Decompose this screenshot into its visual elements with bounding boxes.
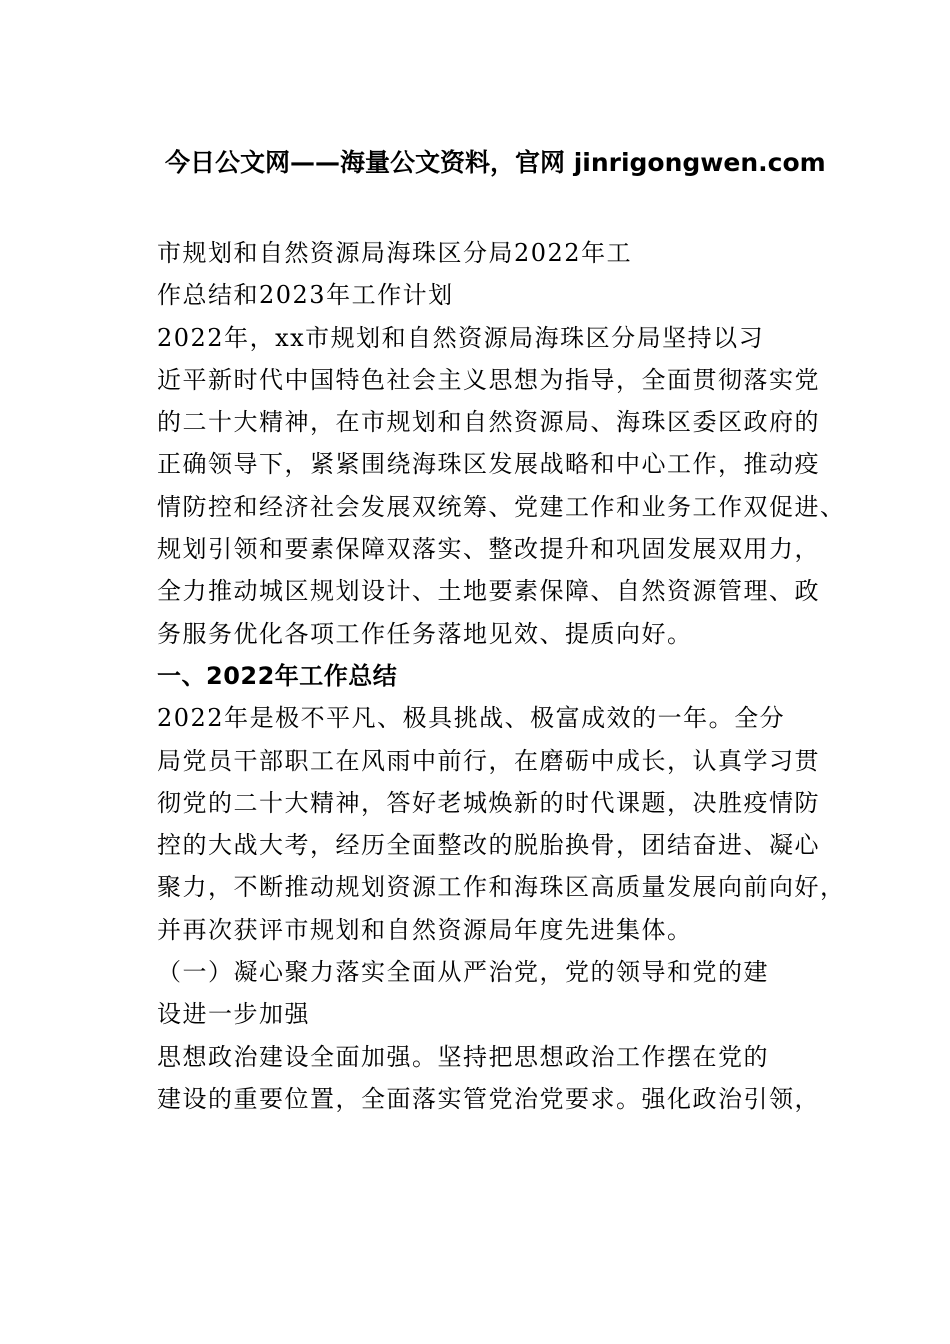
paragraph-line: 近平新时代中国特色社会主义思想为指导，全面贯彻落实党	[157, 365, 820, 394]
paragraph-line: 建设的重要位置，全面落实管党治党要求。强化政治引领，	[157, 1084, 820, 1113]
paragraph-line: 并再次获评市规划和自然资源局年度先进集体。	[157, 915, 693, 944]
doc-title-line-2: 作总结和2023年工作计划	[157, 281, 454, 310]
paragraph-line: 彻党的二十大精神，答好老城焕新的时代课题，决胜疫情防	[157, 788, 820, 817]
paragraph-line: 思想政治建设全面加强。坚持把思想政治工作摆在党的	[157, 1042, 769, 1071]
paragraph-line: 规划引领和要素保障双落实、整改提升和巩固发展双用力，	[157, 535, 820, 564]
paragraph-line: 正确领导下，紧紧围绕海珠区发展战略和中心工作，推动疫	[157, 450, 820, 479]
doc-title-line-1: 市规划和自然资源局海珠区分局2022年工	[157, 239, 633, 267]
subsection-heading-line-1: （一）凝心聚力落实全面从严治党，党的领导和党的建	[157, 958, 769, 987]
document-body	[157, 232, 857, 1120]
paragraph-line: 局党员干部职工在风雨中前行，在磨砺中成长，认真学习贯	[157, 746, 820, 775]
paragraph-line: 2022年是极不平凡、极具挑战、极富成效的一年。全分	[157, 704, 786, 733]
paragraph-line: 务服务优化各项工作任务落地见效、提质向好。	[157, 619, 693, 648]
subsection-heading-line-2: 设进一步加强	[157, 1000, 310, 1029]
site-header-title: 今日公文网——海量公文资料，官网 jinrigongwen.com	[165, 148, 826, 177]
paragraph-line: 的二十大精神，在市规划和自然资源局、海珠区委区政府的	[157, 408, 820, 437]
paragraph-line: 情防控和经济社会发展双统筹、党建工作和业务工作双促进、	[157, 492, 846, 521]
paragraph-line: 控的大战大考，经历全面整改的脱胎换骨，团结奋进、凝心	[157, 831, 820, 860]
paragraph-line: 全力推动城区规划设计、土地要素保障、自然资源管理、政	[157, 577, 820, 606]
paragraph-line: 聚力，不断推动规划资源工作和海珠区高质量发展向前向好，	[157, 873, 846, 902]
section-heading: 一、2022年工作总结	[157, 661, 398, 690]
paragraph-line: 2022年，xx市规划和自然资源局海珠区分局坚持以习	[157, 323, 765, 352]
